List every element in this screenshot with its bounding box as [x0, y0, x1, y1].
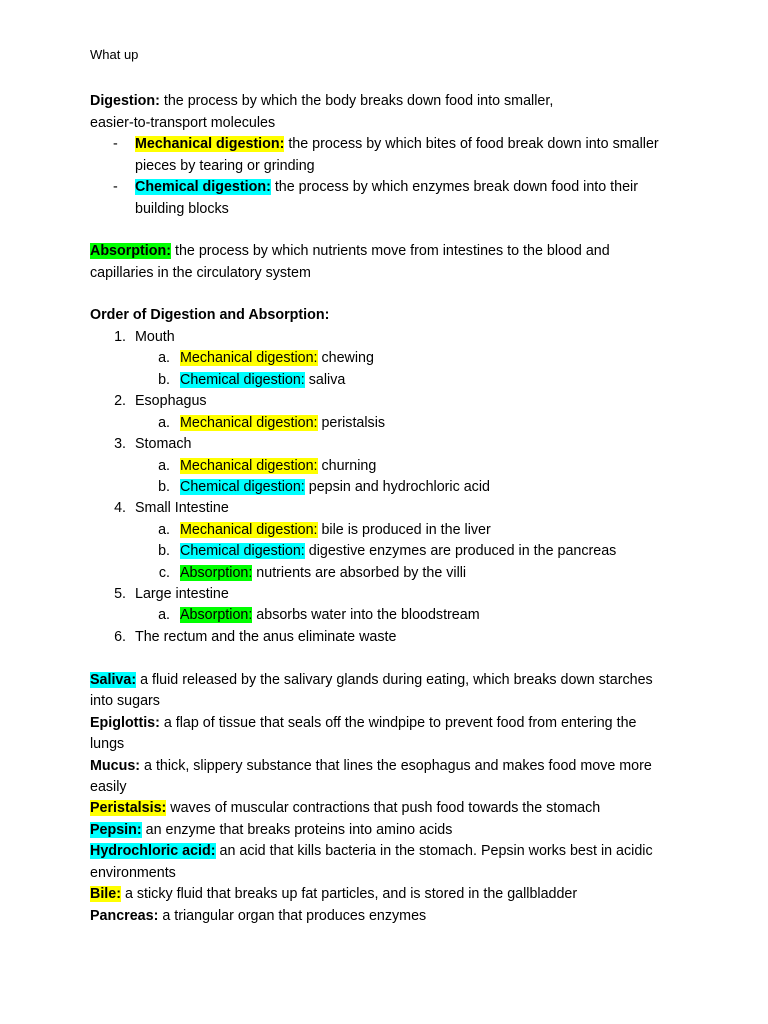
- glossary-entry-peristalsis: [90, 798, 600, 819]
- sub-term: Chemical digestion:: [180, 543, 305, 559]
- glossary-def-cont: environments: [90, 865, 176, 881]
- bullet-chemical-digestion: [135, 177, 638, 198]
- glossary-def: a fluid released by the salivary glands during eating, which breaks down starches: [136, 672, 653, 688]
- mechanical-digestion-term: Mechanical digestion:: [135, 136, 285, 152]
- glossary-def: an acid that kills bacteria in the stomach. Pepsin works best in acidic: [215, 843, 653, 859]
- glossary-term: Epiglottis:: [90, 715, 160, 731]
- sub-text: absorbs water into the bloodstream: [252, 607, 480, 623]
- sub-term: Absorption:: [180, 607, 253, 623]
- glossary-def-cont: lungs: [90, 736, 125, 752]
- document-header: What up: [90, 47, 139, 62]
- glossary-def: a thick, slippery substance that lines the esophagus and makes food move more: [140, 758, 652, 774]
- digestion-term: Digestion:: [90, 93, 160, 109]
- list-number: 6.: [114, 629, 126, 645]
- sub-item: [180, 563, 466, 584]
- list-number: 2.: [114, 393, 126, 409]
- sub-marker: a.: [158, 350, 170, 366]
- glossary-def: a sticky fluid that breaks up fat particles, and is stored in the gallbladder: [120, 886, 578, 902]
- sub-text: chewing: [317, 350, 374, 366]
- sub-text: digestive enzymes are produced in the pancreas: [304, 543, 617, 559]
- sub-item: [180, 541, 616, 562]
- sub-marker: b.: [158, 372, 170, 388]
- sub-marker: b.: [158, 543, 170, 559]
- sub-text: saliva: [304, 372, 346, 388]
- bullet-marker: -: [113, 179, 118, 195]
- sub-marker: c.: [158, 565, 170, 581]
- glossary-def-cont: easily: [90, 779, 127, 795]
- glossary-term: Pancreas:: [90, 908, 159, 924]
- digestion-definition: [90, 91, 553, 112]
- glossary-entry-bile: [90, 884, 577, 905]
- sub-term: Mechanical digestion:: [180, 350, 318, 366]
- digestion-def-line2: easier-to-transport molecules: [90, 115, 276, 131]
- sub-text: churning: [317, 458, 377, 474]
- bullet-marker: -: [113, 136, 118, 152]
- glossary-def: a flap of tissue that seals off the windpipe to prevent food from entering the: [159, 715, 637, 731]
- glossary-def: a triangular organ that produces enzymes: [158, 908, 427, 924]
- list-number: 3.: [114, 436, 126, 452]
- sub-item: [180, 348, 374, 369]
- glossary-term: Pepsin:: [90, 822, 142, 838]
- digestion-def-line1: the process by which the body breaks down food into smaller,: [159, 93, 554, 109]
- glossary-term: Bile:: [90, 886, 121, 902]
- sub-item: [180, 520, 491, 541]
- glossary-term: Saliva:: [90, 672, 137, 688]
- sub-item: [180, 477, 490, 498]
- glossary-term: Mucus:: [90, 758, 141, 774]
- organ-label: Small Intestine: [135, 500, 229, 516]
- absorption-term: Absorption:: [90, 243, 171, 259]
- organ-label: Mouth: [135, 329, 175, 345]
- glossary-entry-epiglottis: [90, 713, 636, 734]
- bullet-line-cont: building blocks: [135, 201, 229, 217]
- sub-term: Chemical digestion:: [180, 372, 305, 388]
- absorption-line2: capillaries in the circulatory system: [90, 265, 311, 281]
- glossary-def: waves of muscular contractions that push food towards the stomach: [166, 800, 601, 816]
- glossary-def-cont: into sugars: [90, 693, 160, 709]
- glossary-term: Peristalsis:: [90, 800, 167, 816]
- organ-label: The rectum and the anus eliminate waste: [135, 629, 397, 645]
- chemical-digestion-term: Chemical digestion:: [135, 179, 271, 195]
- sub-marker: a.: [158, 415, 170, 431]
- sub-term: Mechanical digestion:: [180, 522, 318, 538]
- organ-label: Esophagus: [135, 393, 207, 409]
- organ-label: Stomach: [135, 436, 192, 452]
- glossary-def: an enzyme that breaks proteins into amino acids: [141, 822, 453, 838]
- sub-term: Chemical digestion:: [180, 479, 305, 495]
- glossary-entry-saliva: [90, 670, 653, 691]
- sub-item: [180, 370, 345, 391]
- sub-term: Absorption:: [180, 565, 253, 581]
- list-number: 4.: [114, 500, 126, 516]
- bullet-mechanical-digestion: [135, 134, 659, 155]
- order-heading: [90, 305, 329, 326]
- sub-text: nutrients are absorbed by the villi: [252, 565, 467, 581]
- sub-item: [180, 605, 480, 626]
- bullet-line-cont: pieces by tearing or grinding: [135, 158, 315, 174]
- glossary-entry-pancreas: [90, 906, 426, 927]
- sub-marker: a.: [158, 607, 170, 623]
- absorption-line1: the process by which nutrients move from intestines to the blood and: [171, 243, 610, 259]
- sub-term: Mechanical digestion:: [180, 415, 318, 431]
- sub-text: bile is produced in the liver: [317, 522, 491, 538]
- sub-item: [180, 413, 385, 434]
- list-number: 1.: [114, 329, 126, 345]
- sub-text: pepsin and hydrochloric acid: [304, 479, 490, 495]
- glossary-entry-hydrochloric-acid: [90, 841, 653, 862]
- organ-label: Large intestine: [135, 586, 229, 602]
- list-number: 5.: [114, 586, 126, 602]
- glossary-entry-mucus: [90, 756, 652, 777]
- sub-marker: a.: [158, 458, 170, 474]
- glossary-term: Hydrochloric acid:: [90, 843, 216, 859]
- absorption-definition: [90, 241, 610, 262]
- sub-marker: a.: [158, 522, 170, 538]
- bullet-line: the process by which bites of food break down into smaller: [284, 136, 659, 152]
- order-heading-text: Order of Digestion and Absorption:: [90, 307, 330, 323]
- sub-term: Mechanical digestion:: [180, 458, 318, 474]
- glossary-entry-pepsin: [90, 820, 452, 841]
- sub-text: peristalsis: [317, 415, 386, 431]
- bullet-line: the process by which enzymes break down food into their: [270, 179, 638, 195]
- sub-marker: b.: [158, 479, 170, 495]
- sub-item: [180, 456, 376, 477]
